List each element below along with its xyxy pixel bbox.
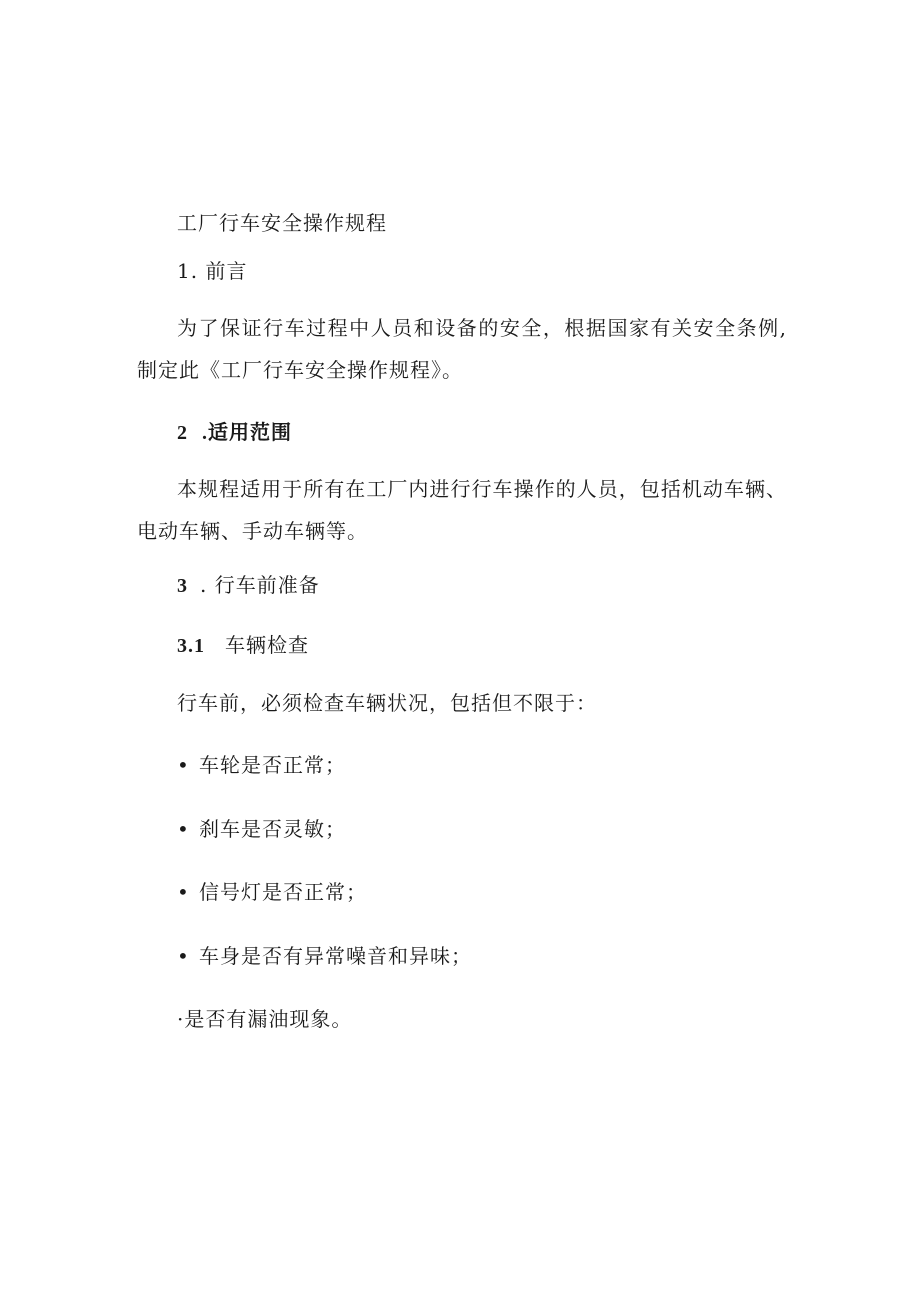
bullet-icon: •	[177, 753, 190, 777]
bullet-icon: •	[177, 944, 190, 968]
bullet-icon: •	[177, 880, 190, 904]
section-2-title: .适用范围	[202, 422, 292, 444]
section-3-title: . 行车前准备	[200, 573, 320, 597]
list-item	[177, 817, 346, 841]
list-item-text: 车身是否有异常噪音和异味；	[199, 944, 472, 968]
section-2-heading	[177, 420, 292, 445]
section-1-body: 为了保证行车过程中人员和设备的安全，根据国家有关安全条例,制定此《工厂行车安全操作规程》。	[137, 316, 787, 382]
section-3-heading	[177, 573, 320, 598]
list-item-text: 刹车是否灵敏；	[199, 817, 346, 841]
section-1-heading: 1. 前言	[177, 259, 248, 283]
section-3-number: 3	[177, 575, 188, 597]
document-title: 工厂行车安全操作规程	[177, 211, 387, 235]
section-3-1-heading	[177, 633, 309, 658]
list-item-last: ·是否有漏油现象。	[177, 1007, 353, 1031]
list-item	[177, 880, 367, 904]
list-item	[177, 753, 346, 777]
section-3-1-number: 3.1	[177, 635, 205, 657]
list-item-text: 信号灯是否正常；	[199, 880, 367, 904]
list-item-text: 车轮是否正常；	[199, 753, 346, 777]
section-3-1-title: 车辆检查	[225, 633, 309, 657]
list-item	[177, 944, 472, 968]
section-2-number: 2	[177, 422, 188, 444]
section-3-1-intro: 行车前，必须检查车辆状况，包括但不限于：	[177, 691, 597, 715]
section-2-body: 本规程适用于所有在工厂内进行行车操作的人员，包括机动车辆、电动车辆、手动车辆等。	[137, 477, 787, 543]
bullet-icon: •	[177, 817, 190, 841]
